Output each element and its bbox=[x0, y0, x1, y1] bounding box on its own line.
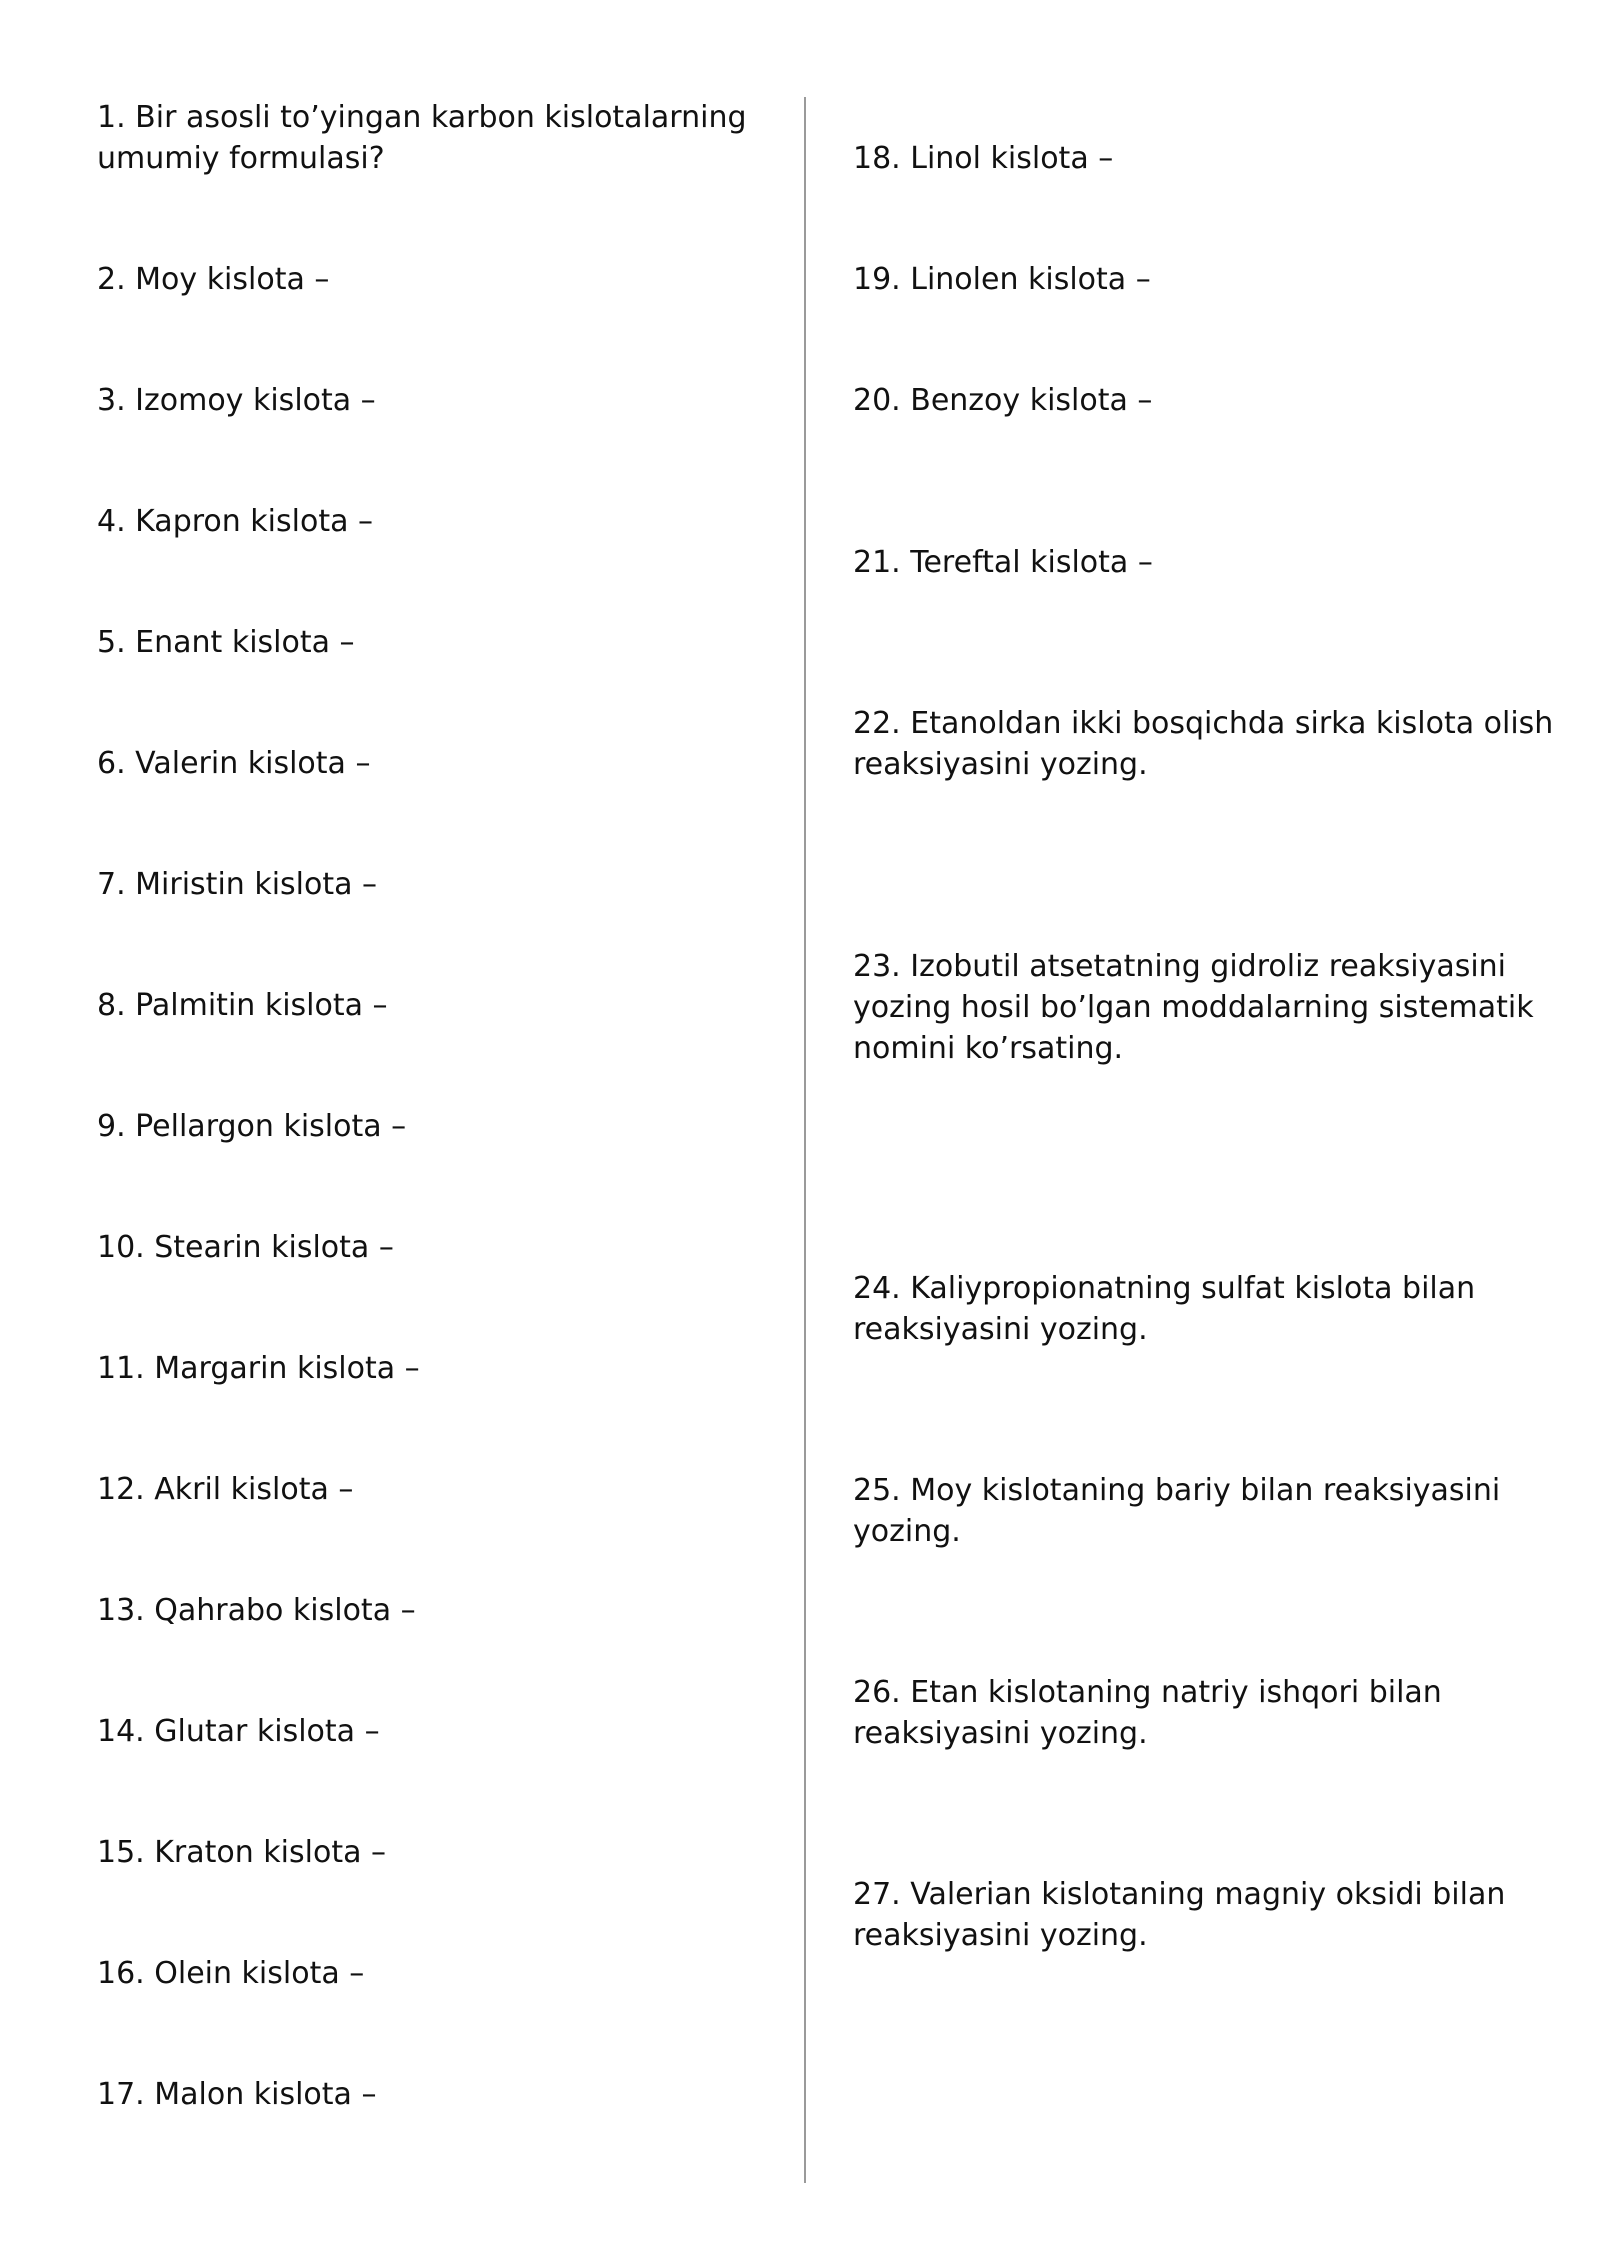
question-23-line-2: yozing hosil bo’lgan moddalarning sistematik bbox=[853, 990, 1534, 1025]
question-1-line-1: 1. Bir asosli to’yingan karbon kislotalarning bbox=[97, 100, 747, 135]
question-6: 6. Valerin kislota – bbox=[97, 746, 371, 781]
question-27 bbox=[853, 1874, 1505, 1956]
question-23-line-1: 23. Izobutil atsetatning gidroliz reaksiyasini bbox=[853, 949, 1507, 984]
question-22-line-1: 22. Etanoldan ikki bosqichda sirka kislota olish bbox=[853, 706, 1554, 741]
question-12: 12. Akril kislota – bbox=[97, 1472, 354, 1507]
question-11: 11. Margarin kislota – bbox=[97, 1351, 420, 1386]
question-1 bbox=[97, 97, 747, 179]
question-22-line-2: reaksiyasini yozing. bbox=[853, 747, 1148, 782]
question-5: 5. Enant kislota – bbox=[97, 625, 355, 660]
question-18: 18. Linol kislota – bbox=[853, 141, 1114, 176]
question-24-line-1: 24. Kaliypropionatning sulfat kislota bilan bbox=[853, 1271, 1476, 1306]
question-26 bbox=[853, 1672, 1442, 1754]
question-26-line-2: reaksiyasini yozing. bbox=[853, 1716, 1148, 1751]
question-16: 16. Olein kislota – bbox=[97, 1956, 365, 1991]
question-10: 10. Stearin kislota – bbox=[97, 1230, 394, 1265]
question-27-line-1: 27. Valerian kislotaning magniy oksidi bilan bbox=[853, 1877, 1506, 1912]
question-20: 20. Benzoy kislota – bbox=[853, 383, 1153, 418]
question-3: 3. Izomoy kislota – bbox=[97, 383, 376, 418]
question-25-line-1: 25. Moy kislotaning bariy bilan reaksiyasini bbox=[853, 1473, 1501, 1508]
question-25 bbox=[853, 1470, 1500, 1552]
question-25-line-2: yozing. bbox=[853, 1514, 961, 1549]
question-9: 9. Pellargon kislota – bbox=[97, 1109, 407, 1144]
question-23-line-3: nomini ko’rsating. bbox=[853, 1031, 1124, 1066]
question-8: 8. Palmitin kislota – bbox=[97, 988, 388, 1023]
question-23 bbox=[853, 946, 1534, 1069]
question-4: 4. Kapron kislota – bbox=[97, 504, 374, 539]
question-24 bbox=[853, 1268, 1475, 1350]
question-26-line-1: 26. Etan kislotaning natriy ishqori bilan bbox=[853, 1675, 1442, 1710]
question-14: 14. Glutar kislota – bbox=[97, 1714, 380, 1749]
question-21: 21. Tereftal kislota – bbox=[853, 545, 1153, 580]
question-1-line-2: umumiy formulasi? bbox=[97, 141, 385, 176]
question-2: 2. Moy kislota – bbox=[97, 262, 330, 297]
question-19: 19. Linolen kislota – bbox=[853, 262, 1151, 297]
question-13: 13. Qahrabo kislota – bbox=[97, 1593, 416, 1628]
question-17: 17. Malon kislota – bbox=[97, 2077, 377, 2112]
question-22 bbox=[853, 703, 1553, 785]
question-15: 15. Kraton kislota – bbox=[97, 1835, 387, 1870]
question-7: 7. Miristin kislota – bbox=[97, 867, 378, 902]
question-27-line-2: reaksiyasini yozing. bbox=[853, 1918, 1148, 1953]
question-24-line-2: reaksiyasini yozing. bbox=[853, 1312, 1148, 1347]
column-divider bbox=[804, 97, 806, 2183]
